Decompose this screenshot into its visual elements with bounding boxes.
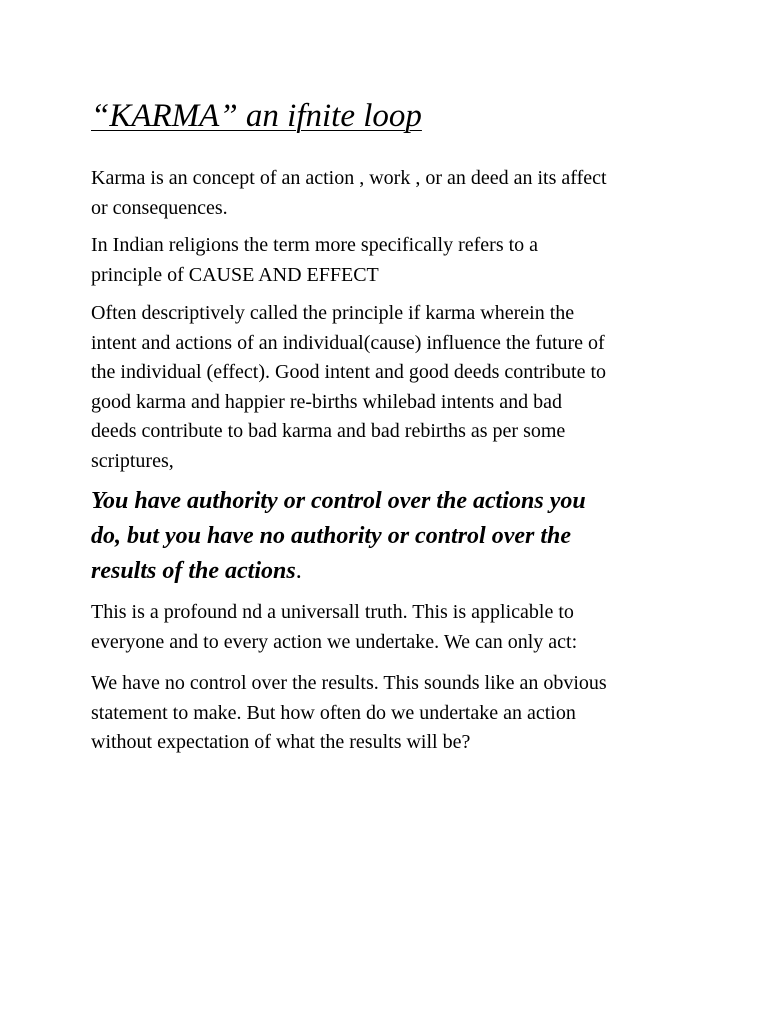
document-title: “KARMA” an ifnite loop <box>91 98 422 134</box>
text-line: intent and actions of an individual(cause) influence the future of <box>91 331 605 354</box>
text-line: principle of CAUSE AND EFFECT <box>91 263 379 286</box>
quote-line: results of the actions <box>91 558 296 584</box>
paragraph-principle-of-karma <box>91 299 691 476</box>
paragraph-indian-religions <box>91 231 691 290</box>
quote-line: do, but you have no authority or control over the <box>91 523 572 549</box>
highlighted-quote <box>91 484 711 589</box>
quote-line-last <box>91 554 711 589</box>
text-line: In Indian religions the term more specifically refers to a <box>91 234 539 256</box>
paragraph-universal-truth <box>91 598 691 657</box>
text-line: without expectation of what the results will be? <box>91 731 471 753</box>
paragraph-no-control <box>91 669 691 758</box>
paragraph-karma-definition <box>91 164 691 223</box>
text-line: deeds contribute to bad karma and bad rebirths as per some <box>91 420 566 442</box>
quote-period: . <box>295 558 302 584</box>
text-line: Karma is an concept of an action , work , or an deed an its affect <box>91 167 607 189</box>
text-line: the individual (effect). Good intent and good deeds contribute to <box>91 361 607 383</box>
text-line: or consequences. <box>91 196 228 219</box>
text-line: statement to make. But how often do we undertake an action <box>91 701 576 724</box>
text-line: Often descriptively called the principle if karma wherein the <box>91 302 575 324</box>
text-line: everyone and to every action we undertake. We can only act: <box>91 630 578 653</box>
text-line: This is a profound nd a universall truth. This is applicable to <box>91 601 574 623</box>
text-line: scriptures, <box>91 449 174 472</box>
text-line: We have no control over the results. This sounds like an obvious <box>91 672 607 694</box>
text-line: good karma and happier re-births whilebad intents and bad <box>91 390 562 413</box>
quote-line: You have authority or control over the actions you <box>91 488 586 514</box>
